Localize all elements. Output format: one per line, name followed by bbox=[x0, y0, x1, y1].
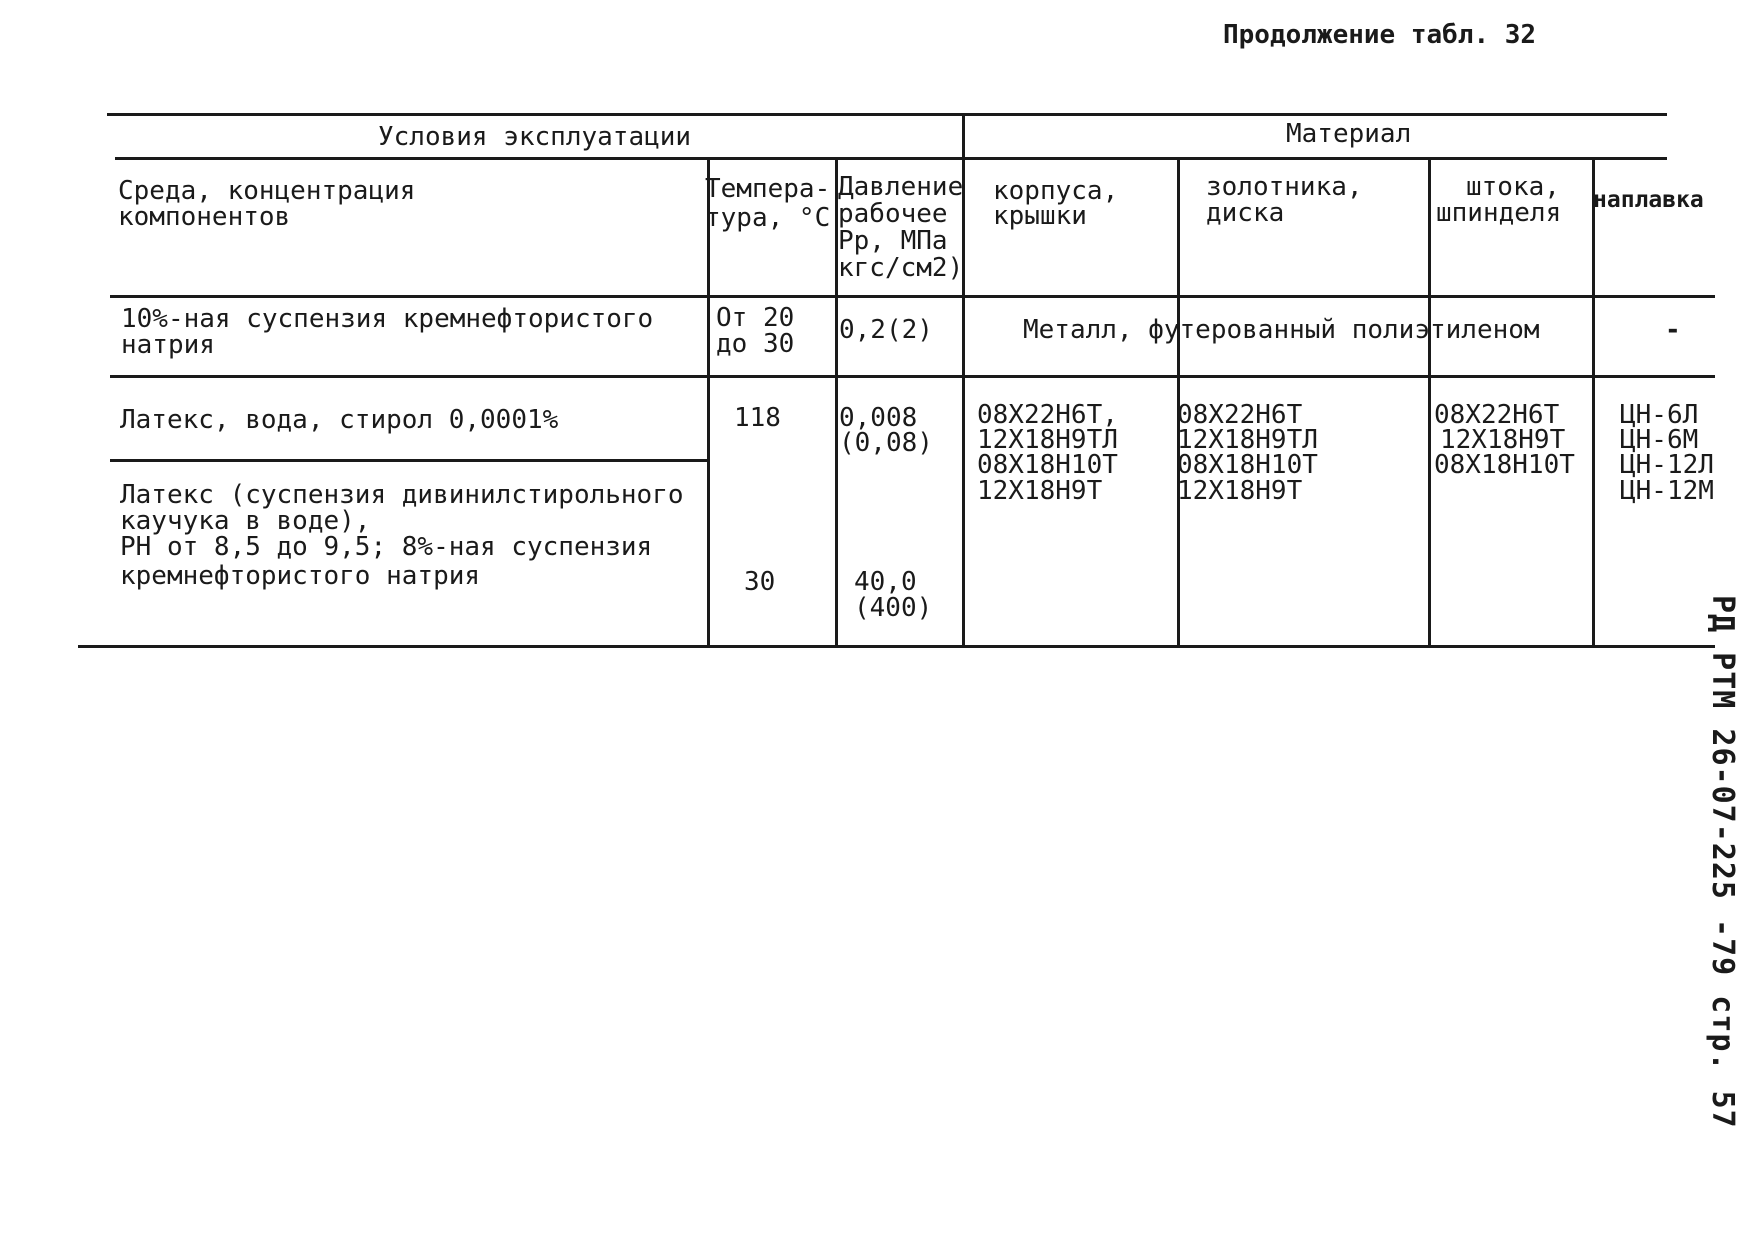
table-top-rule bbox=[107, 113, 1667, 116]
row1-material-merged: Металл, футерованный полиэтиленом bbox=[1023, 315, 1540, 345]
col-divider-stem bbox=[1592, 157, 1595, 645]
col-divider-disc bbox=[1428, 157, 1431, 645]
group-header-material: Материал bbox=[1286, 119, 1412, 149]
row2-rule bbox=[110, 459, 710, 462]
continuation-title: Продолжение табл. 32 bbox=[1223, 20, 1537, 50]
row2-medium: Латекс, вода, стирол 0,0001% bbox=[120, 405, 559, 435]
column-header-rule bbox=[110, 295, 1715, 298]
row2-disc: 08Х22Н6Т bbox=[1177, 400, 1303, 430]
row3-medium: Латекс (суспензия дивинилстирольного bbox=[120, 480, 684, 510]
row3-pressure: 40,0 bbox=[854, 567, 917, 597]
row2-temperature: 118 bbox=[734, 403, 781, 433]
row2-pressure: 0,008 bbox=[839, 403, 918, 433]
row1-overlay: - bbox=[1665, 315, 1681, 345]
row1-medium: 10%-ная суспензия кремнефтористого bbox=[121, 304, 654, 334]
row1-rule bbox=[110, 375, 1715, 378]
row1-pressure: 0,2(2) bbox=[839, 315, 933, 345]
group-header-conditions: Условия эксплуатации bbox=[378, 122, 692, 152]
row1-temperature: От 20 bbox=[716, 303, 795, 333]
group-header-rule bbox=[115, 157, 1667, 160]
row2-body: 08Х22Н6Т, bbox=[977, 400, 1118, 430]
row3-temperature: 30 bbox=[744, 567, 776, 597]
row2-overlay: ЦН-6Л bbox=[1620, 400, 1699, 430]
document-code: РД РТМ 26-07-225 -79 стр. 57 bbox=[1705, 595, 1740, 1129]
row2-stem: 08Х22Н6Т bbox=[1434, 400, 1560, 430]
table-bottom-rule bbox=[78, 645, 1715, 648]
